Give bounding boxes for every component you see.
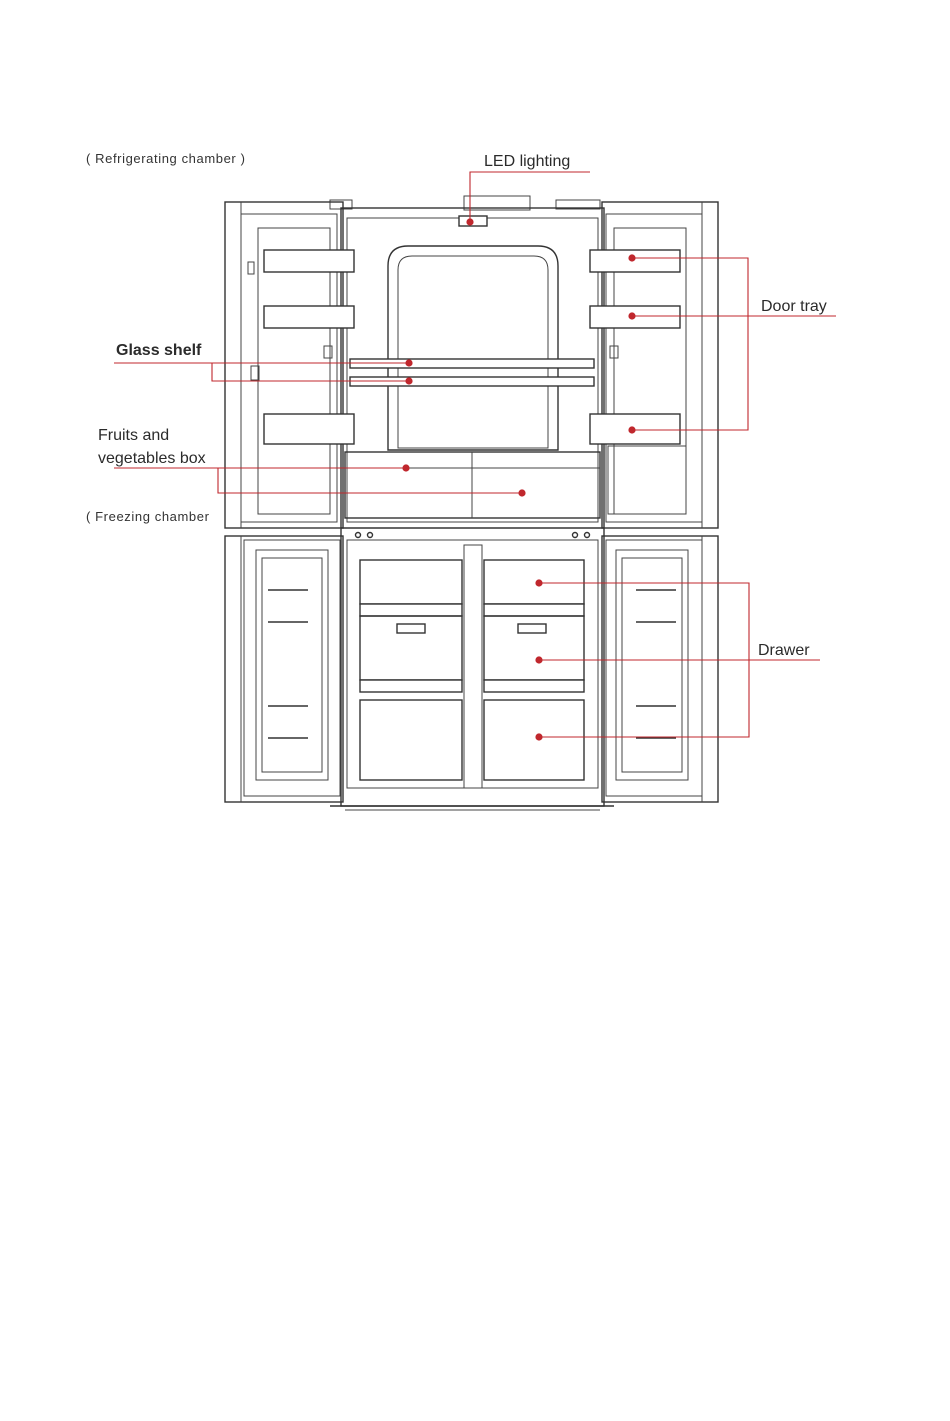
fruits-vegetables-label-line1: Fruits and <box>98 427 170 444</box>
door-tray-dot-1 <box>628 254 635 261</box>
fruits-box-dot-2 <box>518 489 525 496</box>
glass-shelf-dot-1 <box>405 359 412 366</box>
right-door-tray-1 <box>590 250 680 272</box>
fridge-back-panel <box>388 246 558 450</box>
left-door-tray-1 <box>264 250 354 272</box>
freezer-center-divider <box>464 545 482 788</box>
freezer-drawer-bottom-left <box>360 700 462 780</box>
glass-shelf-label: Glass shelf <box>116 342 202 359</box>
drawer-dot-1 <box>535 579 542 586</box>
refrigerating-chamber-label: ( Refrigerating chamber ) <box>86 151 246 166</box>
drawer-label: Drawer <box>758 642 810 659</box>
callouts <box>114 172 836 741</box>
freezing-chamber-label: ( Freezing chamber <box>86 509 210 524</box>
left-door-tray-3 <box>264 414 354 444</box>
drawer-dot-2 <box>535 656 542 663</box>
freezer-drawer-rim-left <box>360 680 462 692</box>
screw <box>585 533 590 538</box>
drawer-dot-3 <box>535 733 542 740</box>
glass-shelf-dot-2 <box>405 377 412 384</box>
left-door-tray-2 <box>264 306 354 328</box>
drawer-handle-left <box>397 624 425 633</box>
door-tray-dot-2 <box>628 312 635 319</box>
right-fridge-door <box>590 202 718 528</box>
freezer-drawer-handle-bar-left <box>360 604 462 616</box>
door-tray-dot-3 <box>628 426 635 433</box>
fruits-box-dot-1 <box>402 464 409 471</box>
freezer-drawer-handle-bar-right <box>484 604 584 616</box>
led-lighting-label: LED lighting <box>484 153 571 170</box>
left-fridge-door <box>225 202 354 528</box>
screw <box>573 533 578 538</box>
led-lighting-dot <box>466 218 473 225</box>
freezer-drawer-rim-right <box>484 680 584 692</box>
right-freezer-door <box>602 536 718 802</box>
drawer-handle-right <box>518 624 546 633</box>
freezer-drawer-bottom-right <box>484 700 584 780</box>
left-freezer-door <box>225 536 343 802</box>
fridge-back-panel-inner <box>398 256 548 448</box>
door-tray-label: Door tray <box>761 298 827 315</box>
door-tray-bracket <box>632 258 748 430</box>
fruits-vegetables-label-line2: vegetables box <box>98 450 206 467</box>
freezer-drawer-top-left <box>360 560 462 604</box>
refrigerator-illustration <box>225 196 718 810</box>
screw <box>356 533 361 538</box>
screw <box>368 533 373 538</box>
cabinet-inner-freezer <box>347 540 598 788</box>
freezer-drawer-top-right <box>484 560 584 604</box>
fruits-box-leader-bottom <box>218 468 522 493</box>
